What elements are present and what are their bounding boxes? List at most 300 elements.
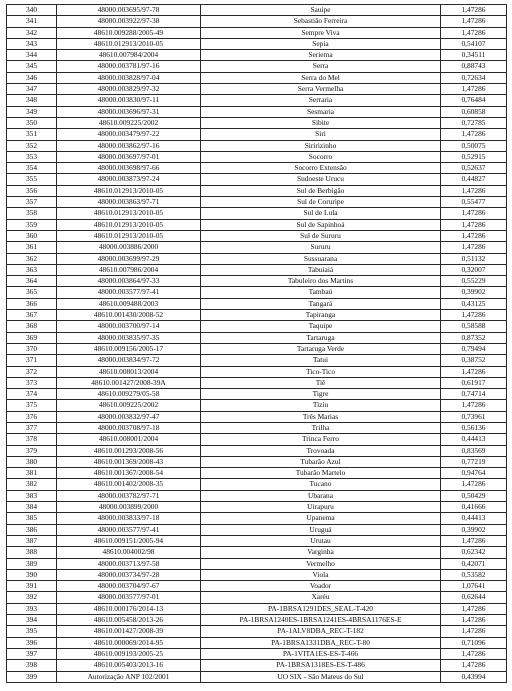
process-number-cell: 48610.009225/2002: [57, 117, 201, 128]
value-cell: 1,47286: [441, 27, 507, 38]
value-cell: 1,47286: [441, 185, 507, 196]
value-cell: 0,44413: [441, 513, 507, 524]
value-cell: 0,73961: [441, 411, 507, 422]
row-number-cell: 348: [7, 95, 57, 106]
table-row: [7, 264, 507, 275]
process-number-cell: 48000.003833/97-18: [57, 513, 201, 524]
table-row: [7, 502, 507, 513]
field-name-cell: Siririzinho: [201, 140, 441, 151]
table-row: [7, 366, 507, 377]
process-number-cell: 48610.001293/2008-56: [57, 445, 201, 456]
field-name-cell: Taquipe: [201, 321, 441, 332]
process-number-cell: 48000.003697/97-01: [57, 151, 201, 162]
process-number-cell: 48610.012913/2010-05: [57, 219, 201, 230]
process-number-cell: 48610.009193/2005-25: [57, 648, 201, 659]
row-number-cell: 355: [7, 174, 57, 185]
field-name-cell: Tigre: [201, 389, 441, 400]
value-cell: 0,43994: [441, 671, 507, 682]
table-row: [7, 660, 507, 671]
row-number-cell: 368: [7, 321, 57, 332]
table-row: [7, 140, 507, 151]
table-row: [7, 547, 507, 558]
process-number-cell: 48610.005458/2013-26: [57, 615, 201, 626]
field-name-cell: Tambaú: [201, 287, 441, 298]
row-number-cell: 387: [7, 535, 57, 546]
process-number-cell: 48610.009151/2005-94: [57, 535, 201, 546]
table-row: [7, 16, 507, 27]
table-row: [7, 434, 507, 445]
field-name-cell: Varginha: [201, 547, 441, 558]
row-number-cell: 398: [7, 660, 57, 671]
row-number-cell: 344: [7, 50, 57, 61]
process-number-cell: 48610.012913/2010-05: [57, 208, 201, 219]
row-number-cell: 396: [7, 637, 57, 648]
field-name-cell: Sepia: [201, 38, 441, 49]
row-number-cell: 356: [7, 185, 57, 196]
process-number-cell: 48610.009279/05-58: [57, 389, 201, 400]
process-number-cell: 48000.003829/97-32: [57, 84, 201, 95]
row-number-cell: 381: [7, 468, 57, 479]
table-row: [7, 185, 507, 196]
process-number-cell: 48000.003830/97-11: [57, 95, 201, 106]
value-cell: 1,47286: [441, 660, 507, 671]
value-cell: 0,58588: [441, 321, 507, 332]
process-number-cell: 48610.009488/2003: [57, 298, 201, 309]
table-row: [7, 219, 507, 230]
row-number-cell: 364: [7, 276, 57, 287]
table-row: [7, 151, 507, 162]
process-number-cell: 48000.003828/97-04: [57, 72, 201, 83]
field-name-cell: Sempre Viva: [201, 27, 441, 38]
value-cell: 0,41666: [441, 502, 507, 513]
table-row: [7, 276, 507, 287]
process-number-cell: 48610.001367/2008-54: [57, 468, 201, 479]
field-name-cell: Socorro Extensão: [201, 163, 441, 174]
table-row: [7, 671, 507, 682]
table-row: [7, 422, 507, 433]
row-number-cell: 394: [7, 615, 57, 626]
row-number-cell: 388: [7, 547, 57, 558]
process-number-cell: 48610.009225/2002: [57, 400, 201, 411]
value-cell: 0,62342: [441, 547, 507, 558]
row-number-cell: 366: [7, 298, 57, 309]
process-number-cell: 48610.004002/98: [57, 547, 201, 558]
process-number-cell: 48000.003873/97-24: [57, 174, 201, 185]
process-number-cell: 48610.001369/2008-43: [57, 456, 201, 467]
value-cell: 0,38752: [441, 355, 507, 366]
row-number-cell: 354: [7, 163, 57, 174]
process-number-cell: 48610.000176/2014-13: [57, 603, 201, 614]
field-name-cell: Sesmaria: [201, 106, 441, 117]
table-row: [7, 343, 507, 354]
field-name-cell: Viola: [201, 569, 441, 580]
row-number-cell: 392: [7, 592, 57, 603]
value-cell: 1,47286: [441, 16, 507, 27]
field-name-cell: Tapiranga: [201, 310, 441, 321]
row-number-cell: 383: [7, 490, 57, 501]
row-number-cell: 362: [7, 253, 57, 264]
process-number-cell: 48000.003708/97-18: [57, 422, 201, 433]
field-name-cell: Trilha: [201, 422, 441, 433]
value-cell: 0,88743: [441, 61, 507, 72]
value-cell: 1,47286: [441, 219, 507, 230]
field-name-cell: Tubarão Martelo: [201, 468, 441, 479]
field-name-cell: Tucano: [201, 479, 441, 490]
field-name-cell: Siri: [201, 129, 441, 140]
table-body: [7, 5, 507, 683]
field-name-cell: Sul de Sururu: [201, 230, 441, 241]
field-name-cell: Sul de Berbigão: [201, 185, 441, 196]
row-number-cell: 351: [7, 129, 57, 140]
row-number-cell: 369: [7, 332, 57, 343]
value-cell: 1,07641: [441, 581, 507, 592]
value-cell: 1,47286: [441, 648, 507, 659]
value-cell: 1,47286: [441, 615, 507, 626]
field-name-cell: Sauipe: [201, 5, 441, 16]
field-name-cell: Tiê: [201, 377, 441, 388]
row-number-cell: 380: [7, 456, 57, 467]
table-row: [7, 603, 507, 614]
value-cell: 0,53582: [441, 569, 507, 580]
value-cell: 0,60858: [441, 106, 507, 117]
field-name-cell: Sul de Sapinhoá: [201, 219, 441, 230]
field-name-cell: Tubarão Azul: [201, 456, 441, 467]
row-number-cell: 357: [7, 197, 57, 208]
row-number-cell: 343: [7, 38, 57, 49]
table-row: [7, 106, 507, 117]
data-table: [6, 4, 507, 683]
value-cell: 0,56136: [441, 422, 507, 433]
row-number-cell: 386: [7, 524, 57, 535]
value-cell: 0,52637: [441, 163, 507, 174]
value-cell: 0,83569: [441, 445, 507, 456]
process-number-cell: 48610.012913/2010-05: [57, 185, 201, 196]
table-row: [7, 38, 507, 49]
value-cell: 1,47286: [441, 242, 507, 253]
table-row: [7, 61, 507, 72]
table-row: [7, 50, 507, 61]
value-cell: 1,47286: [441, 84, 507, 95]
process-number-cell: 48000.003922/97-38: [57, 16, 201, 27]
row-number-cell: 341: [7, 16, 57, 27]
row-number-cell: 340: [7, 5, 57, 16]
table-row: [7, 490, 507, 501]
field-name-cell: PA-1VITA1ES-ES-T-466: [201, 648, 441, 659]
value-cell: 0,42071: [441, 558, 507, 569]
value-cell: 0,51132: [441, 253, 507, 264]
field-name-cell: Ubarana: [201, 490, 441, 501]
process-number-cell: 48000.003713/97-58: [57, 558, 201, 569]
field-name-cell: PA-1BRSA1318ES-ES-T-486: [201, 660, 441, 671]
process-number-cell: 48000.003864/97-33: [57, 276, 201, 287]
row-number-cell: 390: [7, 569, 57, 580]
field-name-cell: Xaréu: [201, 592, 441, 603]
field-name-cell: Vermelho: [201, 558, 441, 569]
table-row: [7, 287, 507, 298]
field-name-cell: Tabuiaiá: [201, 264, 441, 275]
field-name-cell: Tabuleiro dos Martins: [201, 276, 441, 287]
field-name-cell: Uirapuru: [201, 502, 441, 513]
row-number-cell: 385: [7, 513, 57, 524]
row-number-cell: 374: [7, 389, 57, 400]
process-number-cell: 48000.003700/97-14: [57, 321, 201, 332]
field-name-cell: Sussuarana: [201, 253, 441, 264]
value-cell: 0,39902: [441, 287, 507, 298]
process-number-cell: 48610.001427/2008-39A: [57, 377, 201, 388]
field-name-cell: Sul de Lula: [201, 208, 441, 219]
row-number-cell: 399: [7, 671, 57, 682]
value-cell: 0,94764: [441, 468, 507, 479]
value-cell: 0,62644: [441, 592, 507, 603]
table-row: [7, 513, 507, 524]
field-name-cell: Sul de Coruripe: [201, 197, 441, 208]
value-cell: 1,47286: [441, 366, 507, 377]
value-cell: 0,43125: [441, 298, 507, 309]
row-number-cell: 353: [7, 151, 57, 162]
process-number-cell: 48610.008001/2004: [57, 434, 201, 445]
process-number-cell: 48000.003862/97-16: [57, 140, 201, 151]
value-cell: 1,47286: [441, 310, 507, 321]
row-number-cell: 358: [7, 208, 57, 219]
field-name-cell: Sururu: [201, 242, 441, 253]
process-number-cell: 48000.003834/97-72: [57, 355, 201, 366]
row-number-cell: 367: [7, 310, 57, 321]
value-cell: 0,72785: [441, 117, 507, 128]
table-row: [7, 479, 507, 490]
table-row: [7, 117, 507, 128]
table-row: [7, 84, 507, 95]
value-cell: 0,34511: [441, 50, 507, 61]
table-row: [7, 411, 507, 422]
value-cell: 0,55229: [441, 276, 507, 287]
field-name-cell: Serra: [201, 61, 441, 72]
value-cell: 1,47286: [441, 230, 507, 241]
table-row: [7, 242, 507, 253]
table-row: [7, 332, 507, 343]
process-number-cell: 48000.003698/97-66: [57, 163, 201, 174]
value-cell: 0,76484: [441, 95, 507, 106]
field-name-cell: Trinca Ferro: [201, 434, 441, 445]
row-number-cell: 359: [7, 219, 57, 230]
value-cell: 0,50429: [441, 490, 507, 501]
process-number-cell: Autorização ANP 102/2001: [57, 671, 201, 682]
value-cell: 0,55477: [441, 197, 507, 208]
table-row: [7, 592, 507, 603]
row-number-cell: 375: [7, 400, 57, 411]
row-number-cell: 376: [7, 411, 57, 422]
field-name-cell: Trovoada: [201, 445, 441, 456]
table-row: [7, 321, 507, 332]
process-number-cell: 48610.007984/2004: [57, 50, 201, 61]
table-row: [7, 163, 507, 174]
row-number-cell: 347: [7, 84, 57, 95]
field-name-cell: PA-1BRSA1331DBA_REC-T-80: [201, 637, 441, 648]
row-number-cell: 384: [7, 502, 57, 513]
value-cell: 0,52915: [441, 151, 507, 162]
table-row: [7, 615, 507, 626]
table-row: [7, 355, 507, 366]
process-number-cell: 48610.007986/2004: [57, 264, 201, 275]
field-name-cell: Tartaruga: [201, 332, 441, 343]
process-number-cell: 48610.008013/2004: [57, 366, 201, 377]
document-page: [6, 4, 506, 683]
table-row: [7, 581, 507, 592]
process-number-cell: 48000.003699/97-29: [57, 253, 201, 264]
table-row: [7, 456, 507, 467]
field-name-cell: Tico-Tico: [201, 366, 441, 377]
table-row: [7, 253, 507, 264]
process-number-cell: 48000.003782/97-71: [57, 490, 201, 501]
value-cell: 0,87352: [441, 332, 507, 343]
row-number-cell: 346: [7, 72, 57, 83]
field-name-cell: Seriema: [201, 50, 441, 61]
value-cell: 1,47286: [441, 400, 507, 411]
table-row: [7, 95, 507, 106]
process-number-cell: 48610.012913/2010-05: [57, 38, 201, 49]
field-name-cell: Uruguá: [201, 524, 441, 535]
value-cell: 0,44827: [441, 174, 507, 185]
process-number-cell: 48000.003577/97-41: [57, 287, 201, 298]
field-name-cell: PA-1ALV8DBA_REC-T-182: [201, 626, 441, 637]
value-cell: 0,79494: [441, 343, 507, 354]
row-number-cell: 360: [7, 230, 57, 241]
field-name-cell: Tatui: [201, 355, 441, 366]
row-number-cell: 378: [7, 434, 57, 445]
value-cell: 1,47286: [441, 603, 507, 614]
table-row: [7, 535, 507, 546]
value-cell: 0,77219: [441, 456, 507, 467]
table-row: [7, 5, 507, 16]
table-row: [7, 310, 507, 321]
process-number-cell: 48610.001430/2008-52: [57, 310, 201, 321]
process-number-cell: 48610.009288/2005-49: [57, 27, 201, 38]
value-cell: 0,44413: [441, 434, 507, 445]
table-row: [7, 648, 507, 659]
value-cell: 0,72634: [441, 72, 507, 83]
field-name-cell: Serra do Mel: [201, 72, 441, 83]
value-cell: 1,47286: [441, 535, 507, 546]
field-name-cell: Urutau: [201, 535, 441, 546]
field-name-cell: Voador: [201, 581, 441, 592]
table-row: [7, 377, 507, 388]
process-number-cell: 48000.003695/97-78: [57, 5, 201, 16]
process-number-cell: 48000.003696/97-31: [57, 106, 201, 117]
table-row: [7, 197, 507, 208]
row-number-cell: 365: [7, 287, 57, 298]
process-number-cell: 48000.003835/97-35: [57, 332, 201, 343]
table-row: [7, 626, 507, 637]
table-row: [7, 637, 507, 648]
value-cell: 1,47286: [441, 626, 507, 637]
process-number-cell: 48000.003704/97-67: [57, 581, 201, 592]
process-number-cell: 48610.000069/2014-95: [57, 637, 201, 648]
table-row: [7, 27, 507, 38]
field-name-cell: PA-1BRSA1240ES-1BRSA1241ES-4BRSA1176ES-E: [201, 615, 441, 626]
field-name-cell: Sibite: [201, 117, 441, 128]
table-row: [7, 208, 507, 219]
row-number-cell: 377: [7, 422, 57, 433]
field-name-cell: Tiziu: [201, 400, 441, 411]
row-number-cell: 371: [7, 355, 57, 366]
table-row: [7, 389, 507, 400]
process-number-cell: 48000.003832/97-47: [57, 411, 201, 422]
table-row: [7, 524, 507, 535]
value-cell: 1,47286: [441, 5, 507, 16]
field-name-cell: PA-1BRSA1291DES_SEAL-T-420: [201, 603, 441, 614]
row-number-cell: 345: [7, 61, 57, 72]
row-number-cell: 389: [7, 558, 57, 569]
field-name-cell: Tangará: [201, 298, 441, 309]
row-number-cell: 372: [7, 366, 57, 377]
row-number-cell: 382: [7, 479, 57, 490]
field-name-cell: Sebastião Ferreira: [201, 16, 441, 27]
field-name-cell: Sudoeste Urucu: [201, 174, 441, 185]
process-number-cell: 48000.003577/97-41: [57, 524, 201, 535]
field-name-cell: Serraria: [201, 95, 441, 106]
value-cell: 0,54107: [441, 38, 507, 49]
value-cell: 0,61917: [441, 377, 507, 388]
value-cell: 0,32007: [441, 264, 507, 275]
row-number-cell: 395: [7, 626, 57, 637]
row-number-cell: 350: [7, 117, 57, 128]
table-row: [7, 569, 507, 580]
value-cell: 1,47286: [441, 479, 507, 490]
process-number-cell: 48000.003863/97-71: [57, 197, 201, 208]
row-number-cell: 349: [7, 106, 57, 117]
process-number-cell: 48000.003734/97-28: [57, 569, 201, 580]
table-row: [7, 174, 507, 185]
row-number-cell: 352: [7, 140, 57, 151]
row-number-cell: 391: [7, 581, 57, 592]
value-cell: 0,50075: [441, 140, 507, 151]
table-row: [7, 558, 507, 569]
table-row: [7, 230, 507, 241]
field-name-cell: Serra Vermelha: [201, 84, 441, 95]
row-number-cell: 373: [7, 377, 57, 388]
table-row: [7, 129, 507, 140]
row-number-cell: 379: [7, 445, 57, 456]
process-number-cell: 48610.005403/2013-16: [57, 660, 201, 671]
process-number-cell: 48610.012913/2010-05: [57, 230, 201, 241]
value-cell: 0,74714: [441, 389, 507, 400]
process-number-cell: 48000.003577/97-01: [57, 592, 201, 603]
process-number-cell: 48000.003781/97-16: [57, 61, 201, 72]
process-number-cell: 48610.001427/2008-39: [57, 626, 201, 637]
table-row: [7, 298, 507, 309]
field-name-cell: Tartaruga Verde: [201, 343, 441, 354]
field-name-cell: Socorro: [201, 151, 441, 162]
row-number-cell: 342: [7, 27, 57, 38]
row-number-cell: 361: [7, 242, 57, 253]
row-number-cell: 370: [7, 343, 57, 354]
row-number-cell: 363: [7, 264, 57, 275]
process-number-cell: 48000.003886/2000: [57, 242, 201, 253]
process-number-cell: 48000.003899/2000: [57, 502, 201, 513]
table-row: [7, 400, 507, 411]
value-cell: 1,47286: [441, 208, 507, 219]
value-cell: 0,71096: [441, 637, 507, 648]
field-name-cell: UO SIX - São Mateus do Sul: [201, 671, 441, 682]
value-cell: 1,47286: [441, 129, 507, 140]
table-row: [7, 72, 507, 83]
row-number-cell: 393: [7, 603, 57, 614]
table-row: [7, 468, 507, 479]
process-number-cell: 48000.003479/97-22: [57, 129, 201, 140]
field-name-cell: Upanema: [201, 513, 441, 524]
process-number-cell: 48610.009156/2005-17: [57, 343, 201, 354]
process-number-cell: 48610.001402/2008-35: [57, 479, 201, 490]
row-number-cell: 397: [7, 648, 57, 659]
